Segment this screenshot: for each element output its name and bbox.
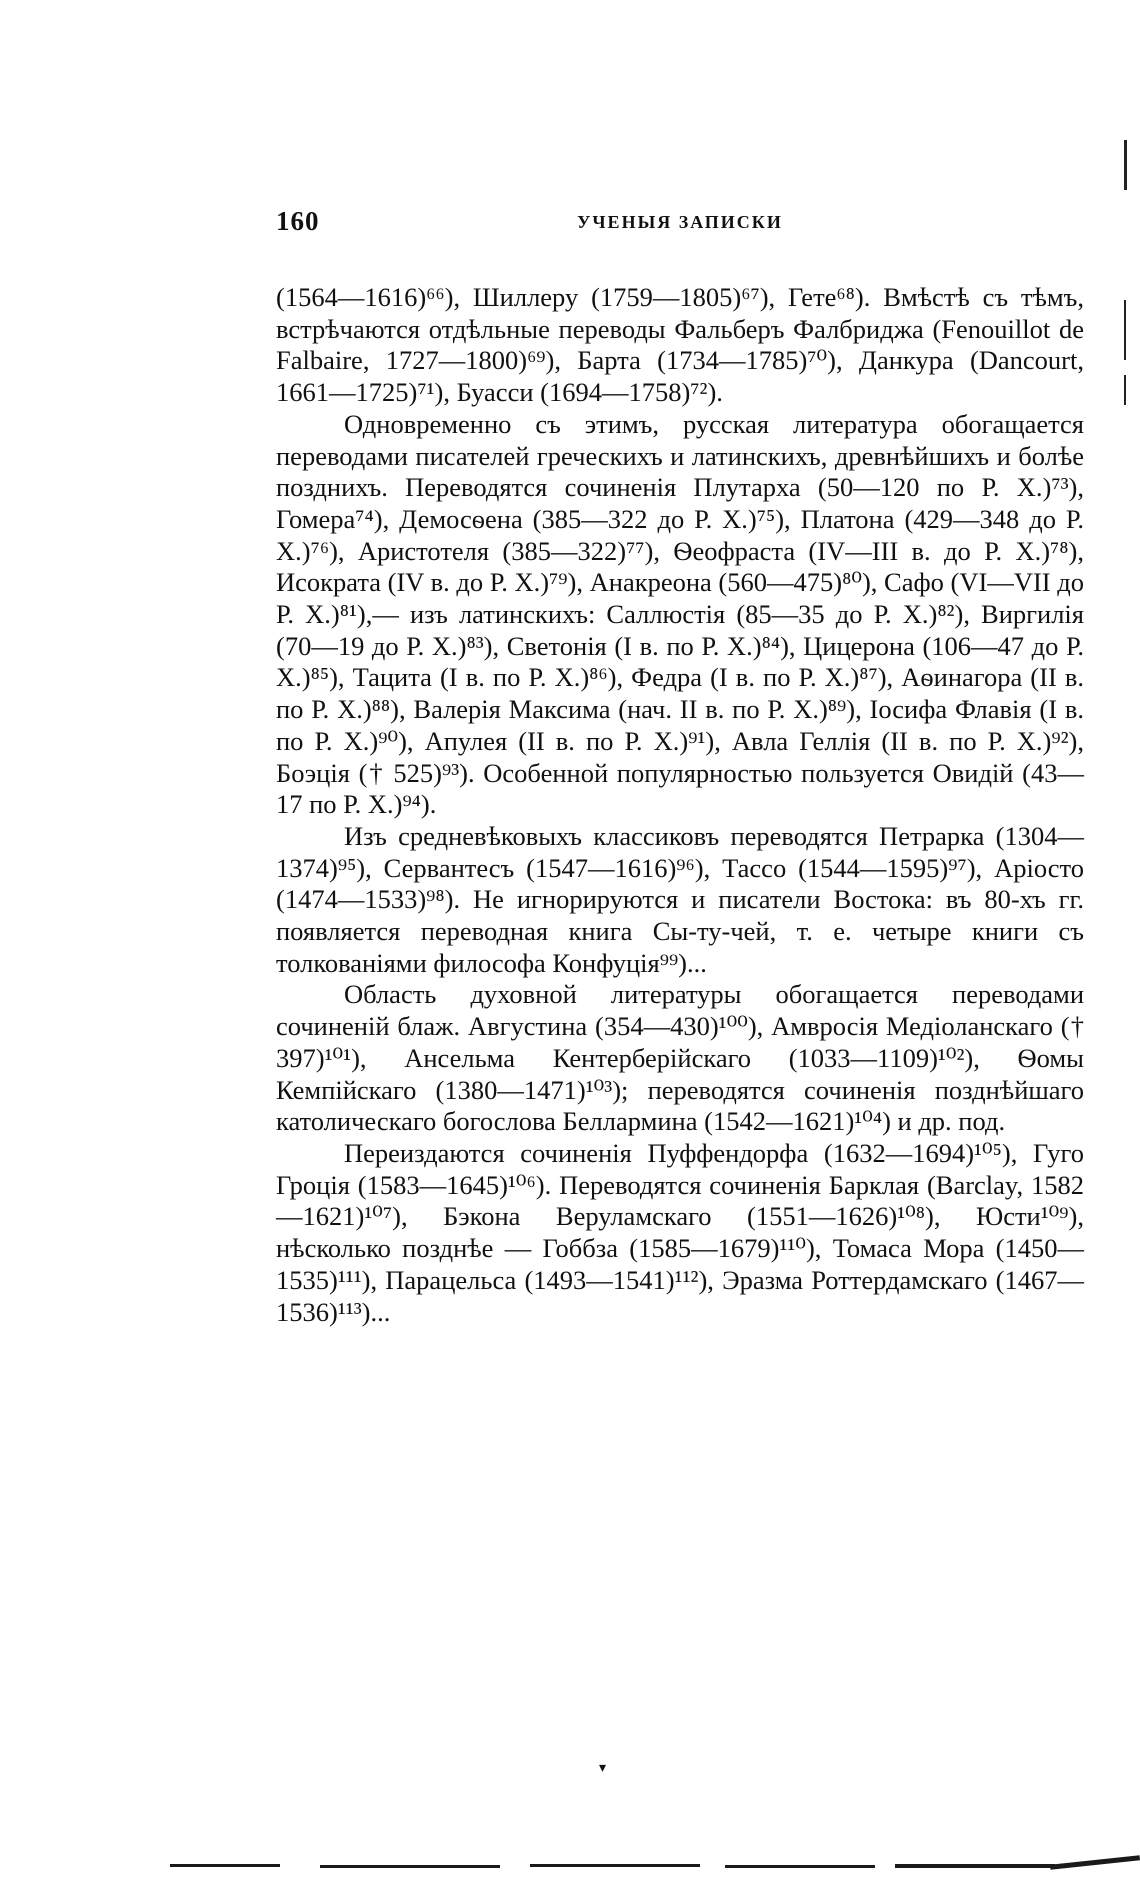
scan-edge-segment — [725, 1865, 875, 1868]
scan-edge-border — [170, 1856, 1140, 1876]
running-title: УЧЕНЫЯ ЗАПИСКИ — [577, 212, 783, 232]
ink-mark: ▾ — [599, 1761, 607, 1776]
page-header — [276, 206, 1084, 242]
page-number: 160 — [276, 206, 320, 236]
paragraph: Переиздаются сочиненія Пуффендорфа (1632—1694)¹⁰⁵), Гуго Гроція (1583—1645)¹⁰⁶). Переводятся сочиненія Барклая (Barclay, 1582—1621)¹⁰⁷), Бэкона Веруламскаго (1551—1626)¹⁰⁸), Юсти¹⁰⁹), нѣсколько позднѣе — Гоббза (1585—1679)¹¹⁰), Томаса Мора (1450—1535)¹¹¹), Парацельса (1493—1541)¹¹²), Эразма Роттердамскаго (1467—1536)¹¹³)... — [276, 1137, 1084, 1327]
paragraph: Одновременно съ этимъ, русская литература обогащается переводами писателей греческихъ и латинскихъ, древнѣйшихъ и болѣе позднихъ. Переводятся сочиненія Плутарха (50—120 по Р. X.)⁷³), Гомера⁷⁴), Демосѳена (385—322 до Р. X.)⁷⁵), Платона (429—348 до Р. X.)⁷⁶), Аристотеля (385—322)⁷⁷), Ѳеофраста (IV—III в. до Р. X.)⁷⁸), Исократа (IV в. до Р. X.)⁷⁹), Анакреона (560—475)⁸⁰), Сафо (VI—VII до Р. X.)⁸¹),— изъ латинскихъ: Саллюстія (85—35 до Р. X.)⁸²), Виргилія (70—19 до Р. X.)⁸³), Светонія (I в. по Р. X.)⁸⁴), Цицерона (106—47 до Р. X.)⁸⁵), Тацита (I в. по Р. X.)⁸⁶), Федра (I в. по Р. X.)⁸⁷), Аѳинагора (II в. по Р. X.)⁸⁸), Валерія Максима (нач. II в. по Р. X.)⁸⁹), Іосифа Флавія (I в. по Р. X.)⁹⁰), Апулея (II в. по Р. X.)⁹¹), Авла Геллія (II в. по Р. X.)⁹²), Боэція († 525)⁹³). Особенной популярностью пользуется Овидій (43—17 по Р. X.)⁹⁴). — [276, 408, 1084, 820]
paragraph: (1564—1616)⁶⁶), Шиллеру (1759—1805)⁶⁷), Гете⁶⁸). Вмѣстѣ съ тѣмъ, встрѣчаются отдѣльные переводы Фальберъ Фалбриджа (Fenouillot de Falbaire, 1727—1800)⁶⁹), Барта (1734—1785)⁷⁰), Данкура (Dancourt, 1661—1725)⁷¹), Буасси (1694—1758)⁷²). — [276, 282, 1084, 408]
scan-edge-segment — [320, 1865, 500, 1868]
margin-rule — [1124, 140, 1127, 190]
margin-rule — [1124, 300, 1126, 360]
scan-edge-segment — [530, 1864, 700, 1867]
scan-edge-segment — [170, 1864, 280, 1867]
scan-edge-segment — [1050, 1855, 1140, 1869]
scan-edge-segment — [895, 1864, 1055, 1868]
margin-rule — [1124, 375, 1126, 405]
body-text — [276, 282, 1084, 1328]
paragraph: Изъ средневѣковыхъ классиковъ переводятся Петрарка (1304—1374)⁹⁵), Сервантесъ (1547—1616)⁹⁶), Тассо (1544—1595)⁹⁷), Аріосто (1474—1533)⁹⁸). Не игнорируются и писатели Востока: въ 80-хъ гг. появляется переводная книга Сы-ту-чей, т. е. четыре книги съ толкованіями философа Конфуція⁹⁹)... — [276, 820, 1084, 978]
paragraph: Область духовной литературы обогащается переводами сочиненій блаж. Августина (354—430)¹⁰⁰), Амвросія Медіоланскаго († 397)¹⁰¹), Ансельма Кентерберійскаго (1033—1109)¹⁰²), Ѳомы Кемпійскаго (1380—1471)¹⁰³); переводятся сочиненія позднѣйшаго католическаго богослова Беллармина (1542—1621)¹⁰⁴) и др. под. — [276, 979, 1084, 1137]
